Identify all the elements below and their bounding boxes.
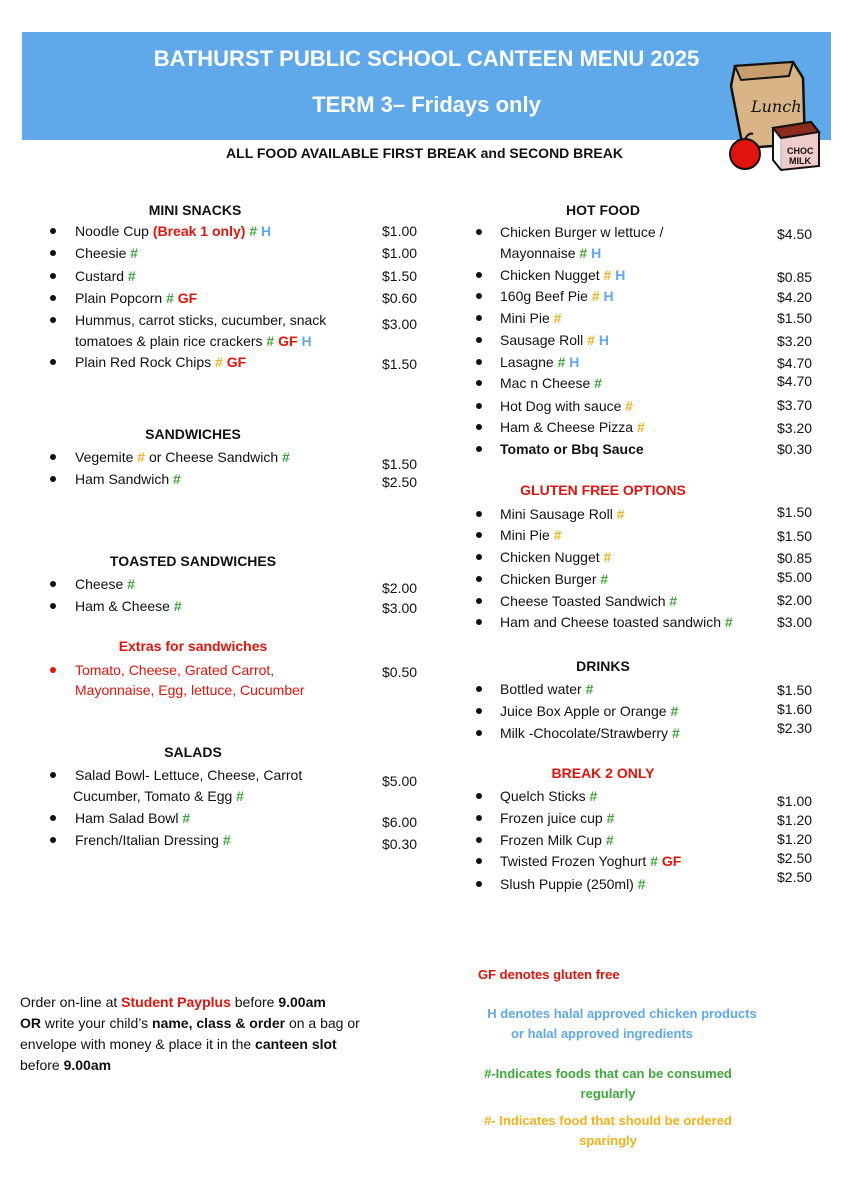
bullet: [50, 581, 56, 587]
item-price: $0.60: [382, 290, 418, 306]
bullet: [476, 272, 482, 278]
bullet: [50, 317, 56, 323]
item-price: $0.50: [382, 664, 418, 680]
item-price: $2.00: [382, 580, 418, 596]
legend-gluten-free: GF denotes gluten free: [478, 967, 620, 982]
legend-halal-line2: or halal approved ingredients: [510, 1026, 694, 1041]
bullet: [476, 858, 482, 864]
item-price: $5.00: [382, 773, 418, 789]
item-price: $4.70: [777, 373, 813, 389]
svg-text:MILK: MILK: [789, 156, 811, 166]
bullet: [476, 446, 482, 452]
item-price: $4.70: [777, 355, 813, 371]
bullet: [476, 619, 482, 625]
legend-green-line1: #-Indicates foods that can be consumed: [484, 1066, 732, 1081]
bullet: [50, 250, 56, 256]
item-price: $3.70: [777, 397, 813, 413]
bullet: [476, 337, 482, 343]
bullet: [476, 511, 482, 517]
item-price: $0.30: [382, 836, 418, 852]
order-instructions: Order on-line at Student Payplus before 9.00am OR write your child’s name, class & order on a bag or envelope with money & place it in the canteen slot before 9.00am: [20, 994, 360, 1073]
item-price: $5.00: [777, 569, 813, 585]
salads-heading: SALADS: [164, 744, 222, 760]
item-price: $1.50: [777, 682, 813, 698]
item-price: $2.50: [777, 869, 813, 885]
bullet: [476, 815, 482, 821]
drinks-heading: DRINKS: [576, 658, 630, 674]
item-price: $1.00: [382, 223, 418, 239]
bullet: [476, 598, 482, 604]
header-banner: [22, 32, 831, 140]
item-price: $3.00: [382, 600, 418, 616]
bullet: [50, 815, 56, 821]
bullet: [50, 772, 56, 778]
item-price: $1.50: [777, 504, 813, 520]
bullet: [476, 686, 482, 692]
legend-yellow-line2: sparingly: [579, 1133, 637, 1148]
bullet: [476, 881, 482, 887]
bullet: [50, 228, 56, 234]
item-price: $1.50: [382, 456, 418, 472]
bullet: [476, 424, 482, 430]
item-price: $0.30: [777, 441, 813, 457]
bullet: [50, 454, 56, 460]
hot-food-heading: HOT FOOD: [566, 202, 640, 218]
bullet: [50, 476, 56, 482]
bullet: [476, 708, 482, 714]
bullet: [476, 293, 482, 299]
bullet: [476, 793, 482, 799]
bullet: [50, 667, 56, 673]
item-price: $2.30: [777, 720, 813, 736]
bullet: [476, 229, 482, 235]
legend-halal-line1: H denotes halal approved chicken products: [487, 1006, 757, 1021]
bullet: [476, 359, 482, 365]
bullet: [476, 380, 482, 386]
bullet: [476, 837, 482, 843]
item-price: $3.00: [382, 316, 418, 332]
item-price: $6.00: [382, 814, 418, 830]
item-price: $1.50: [777, 528, 813, 544]
bullet: [50, 273, 56, 279]
menu-title: BATHURST PUBLIC SCHOOL CANTEEN MENU 2025: [153, 46, 700, 71]
break-2-only-heading: BREAK 2 ONLY: [551, 765, 655, 781]
item-price: $4.20: [777, 289, 813, 305]
item-price: $1.00: [777, 793, 813, 809]
item-price: $2.50: [777, 850, 813, 866]
gluten-free-heading: GLUTEN FREE OPTIONS: [520, 482, 686, 498]
item-price: $1.50: [777, 310, 813, 326]
bullet: [50, 837, 56, 843]
item-price: $2.50: [382, 474, 418, 490]
legend-yellow-line1: #- Indicates food that should be ordered: [484, 1113, 732, 1128]
bullet: [50, 603, 56, 609]
item-price: $0.85: [777, 550, 813, 566]
toasted-sandwiches-heading: TOASTED SANDWICHES: [109, 553, 277, 569]
bullet: [50, 295, 56, 301]
item-price: $1.20: [777, 831, 813, 847]
item-price: $1.50: [382, 356, 418, 372]
item-price: $3.20: [777, 420, 813, 436]
item-price: $4.50: [777, 226, 813, 242]
item-price: $3.20: [777, 333, 813, 349]
bullet: [476, 576, 482, 582]
item-price: $1.20: [777, 812, 813, 828]
item-price: $2.00: [777, 592, 813, 608]
item-price: $0.85: [777, 269, 813, 285]
svg-text:Lunch: Lunch: [751, 97, 802, 116]
bullet: [476, 532, 482, 538]
extras-heading: Extras for sandwiches: [118, 638, 268, 654]
item-price: $3.00: [777, 614, 813, 630]
bullet: [50, 359, 56, 365]
sandwiches-heading: SANDWICHES: [145, 426, 241, 442]
bullet: [476, 554, 482, 560]
mini-snacks-heading: MINI SNACKS: [148, 202, 242, 218]
item-price: $1.50: [382, 268, 418, 284]
svg-text:CHOC: CHOC: [787, 146, 814, 156]
item-price: $1.60: [777, 701, 813, 717]
bullet: [476, 403, 482, 409]
item-price: $1.00: [382, 245, 418, 261]
bullet: [476, 315, 482, 321]
availability-subheading: ALL FOOD AVAILABLE FIRST BREAK and SECOND BREAK: [226, 145, 623, 161]
legend-green-line2: regularly: [580, 1086, 636, 1101]
term-title: TERM 3– Fridays only: [312, 92, 541, 117]
bullet: [476, 730, 482, 736]
